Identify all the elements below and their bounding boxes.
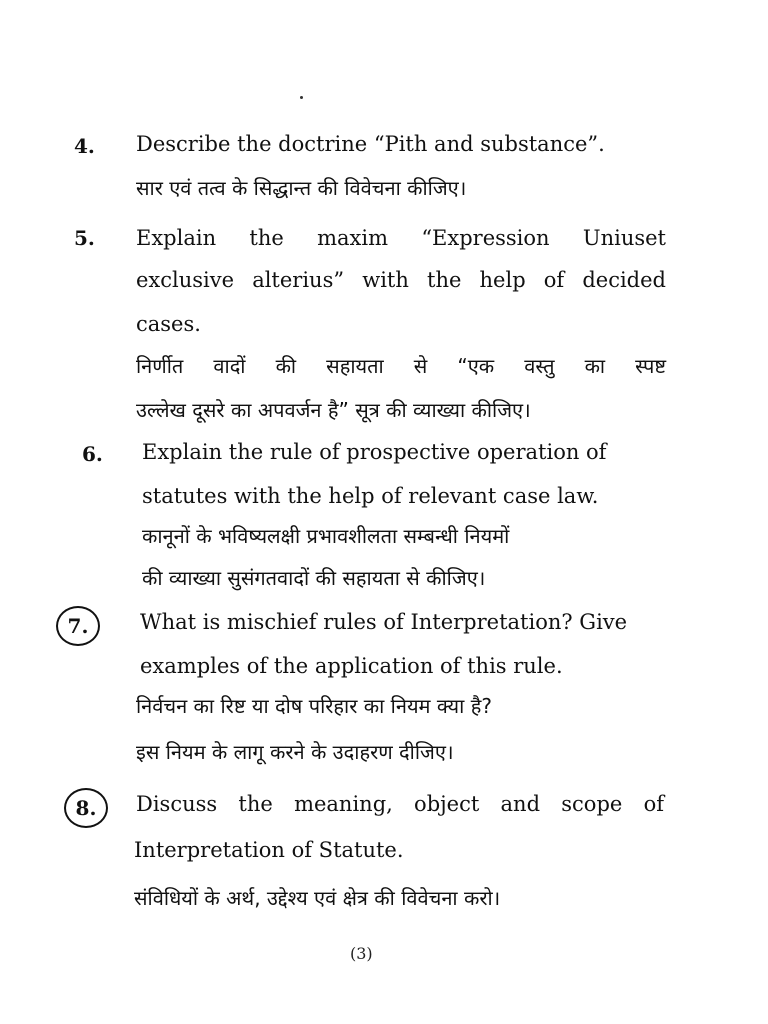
question-text-en: Explain the maxim “Expression Uniuset: [136, 226, 666, 250]
question-text-hi: निर्वचन का रिष्ट या दोष परिहार का नियम क्या है?: [136, 694, 492, 718]
question-number: 6.: [82, 442, 103, 466]
question-text-en: Interpretation of Statute.: [134, 838, 404, 862]
circled-question-number: 7.: [56, 606, 100, 646]
question-text-en: cases.: [136, 312, 201, 336]
question-text-en: statutes with the help of relevant case law.: [142, 484, 599, 508]
question-text-hi: की व्याख्या सुसंगतवादों की सहायता से कीजिए।: [142, 566, 486, 590]
question-text-en: Describe the doctrine “Pith and substance”.: [136, 132, 605, 156]
question-text-hi: इस नियम के लागू करने के उदाहरण दीजिए।: [136, 740, 454, 764]
question-text-en: Discuss the meaning, object and scope of: [136, 792, 664, 816]
page-number: (3): [350, 944, 373, 963]
question-text-hi: संविधियों के अर्थ, उद्देश्य एवं क्षेत्र की विवेचना करो।: [134, 886, 501, 910]
question-text-hi: सार एवं तत्व के सिद्धान्त की विवेचना कीजिए।: [136, 176, 467, 200]
scan-speck: [300, 96, 303, 99]
question-text-hi: निर्णीत वादों की सहायता से “एक वस्तु का स्पष्ट: [136, 354, 666, 378]
question-text-en: examples of the application of this rule.: [140, 654, 563, 678]
question-text-en: What is mischief rules of Interpretation? Give: [140, 610, 628, 634]
question-text-en: Explain the rule of prospective operation of: [142, 440, 607, 464]
question-text-hi: उल्लेख दूसरे का अपवर्जन है” सूत्र की व्याख्या कीजिए।: [136, 398, 531, 422]
question-number: 4.: [74, 134, 95, 158]
circled-question-number: 8.: [64, 788, 108, 828]
question-text-en: exclusive alterius” with the help of decided: [136, 268, 666, 292]
question-number: 5.: [74, 226, 95, 250]
question-text-hi: कानूनों के भविष्यलक्षी प्रभावशीलता सम्बन्धी नियमों: [142, 524, 510, 548]
